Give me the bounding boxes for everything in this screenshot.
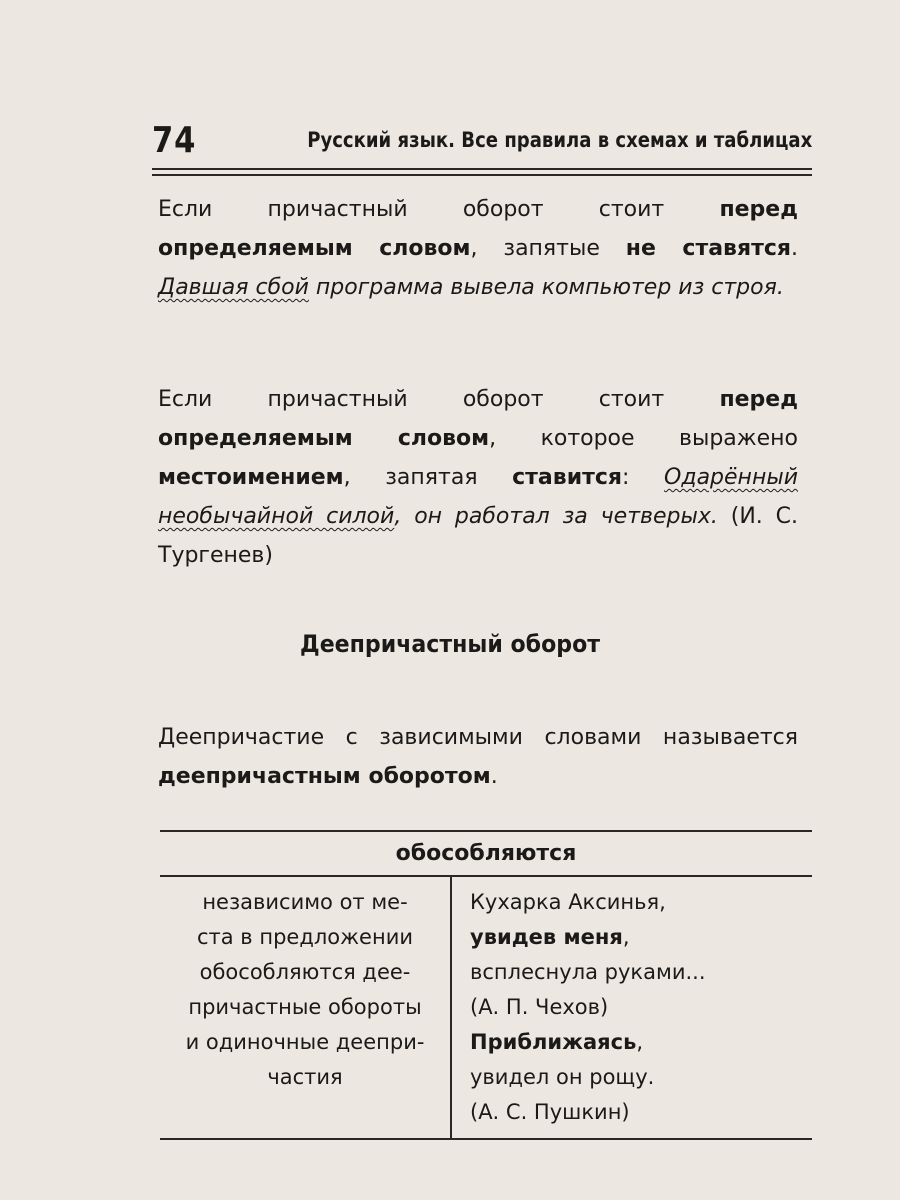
text: : — [622, 465, 630, 490]
text: , — [622, 925, 630, 949]
emphasis: ставится — [512, 465, 623, 490]
rule-line: причастные обороты — [188, 995, 422, 1019]
rule-paragraph-2 — [158, 380, 798, 575]
example-line: увидел он рощу. — [470, 1065, 655, 1089]
emphasis: перед определяемым словом — [158, 197, 798, 261]
page-header — [152, 120, 812, 164]
example-line — [470, 920, 802, 955]
rule-line: обособляются дее- — [199, 960, 411, 984]
term: деепричастным оборотом — [158, 764, 491, 789]
rule-line: и одиночные деепри- — [185, 1030, 425, 1054]
example-line: всплеснула руками... — [470, 960, 706, 984]
participial-phrase: Давшая сбой — [158, 275, 309, 300]
examples-cell — [451, 876, 812, 1139]
emphasis: перед определяемым словом — [158, 387, 798, 451]
table-header: обособляются — [160, 831, 812, 876]
header-rule-top — [152, 168, 812, 170]
rule-table — [160, 830, 812, 1140]
text: Если причастный оборот стоит — [158, 387, 720, 412]
adverbial-phrase: увидев меня — [470, 925, 623, 949]
rule-line: частия — [267, 1065, 343, 1089]
rule-line: независимо от ме- — [202, 890, 408, 914]
text: Деепричастие с зависимыми словами называется — [158, 725, 798, 750]
rule-cell — [160, 876, 451, 1139]
text: . — [490, 764, 498, 789]
page-number: 74 — [152, 120, 197, 161]
adverbial-phrase: Приближаясь — [470, 1030, 637, 1054]
text: , он работал за четверых. — [394, 504, 718, 529]
section-title-text: Деепричастный оборот — [299, 630, 601, 658]
table-row — [160, 876, 812, 1139]
section-title — [0, 630, 900, 658]
emphasis: местоимением — [158, 465, 344, 490]
text: Если причастный оборот стоит — [158, 197, 720, 222]
citation: (А. С. Пушкин) — [470, 1100, 630, 1124]
definition-paragraph — [158, 718, 798, 796]
participial-phrase: Одарённый необычайной силой — [158, 465, 798, 529]
example-sentence-1 — [158, 275, 784, 300]
text: , — [636, 1030, 644, 1054]
text: . — [791, 236, 799, 261]
header-rule-bottom — [152, 174, 812, 176]
example-line — [470, 1025, 802, 1060]
book-title: Русский язык. Все правила в схемах и таблицах — [306, 128, 812, 152]
citation: (И. С. Тургенев) — [158, 504, 798, 568]
text: , запятая — [343, 465, 513, 490]
rule-line: ста в предложении — [196, 925, 413, 949]
example-line: Кухарка Аксинья, — [470, 890, 666, 914]
citation: (А. П. Чехов) — [470, 995, 609, 1019]
emphasis: не ставятся — [625, 236, 792, 261]
text: , которое выражено — [489, 426, 798, 451]
rule-paragraph-1 — [158, 190, 798, 307]
text: , запятые — [470, 236, 626, 261]
text: программа вывела компьютер из строя. — [308, 275, 784, 300]
